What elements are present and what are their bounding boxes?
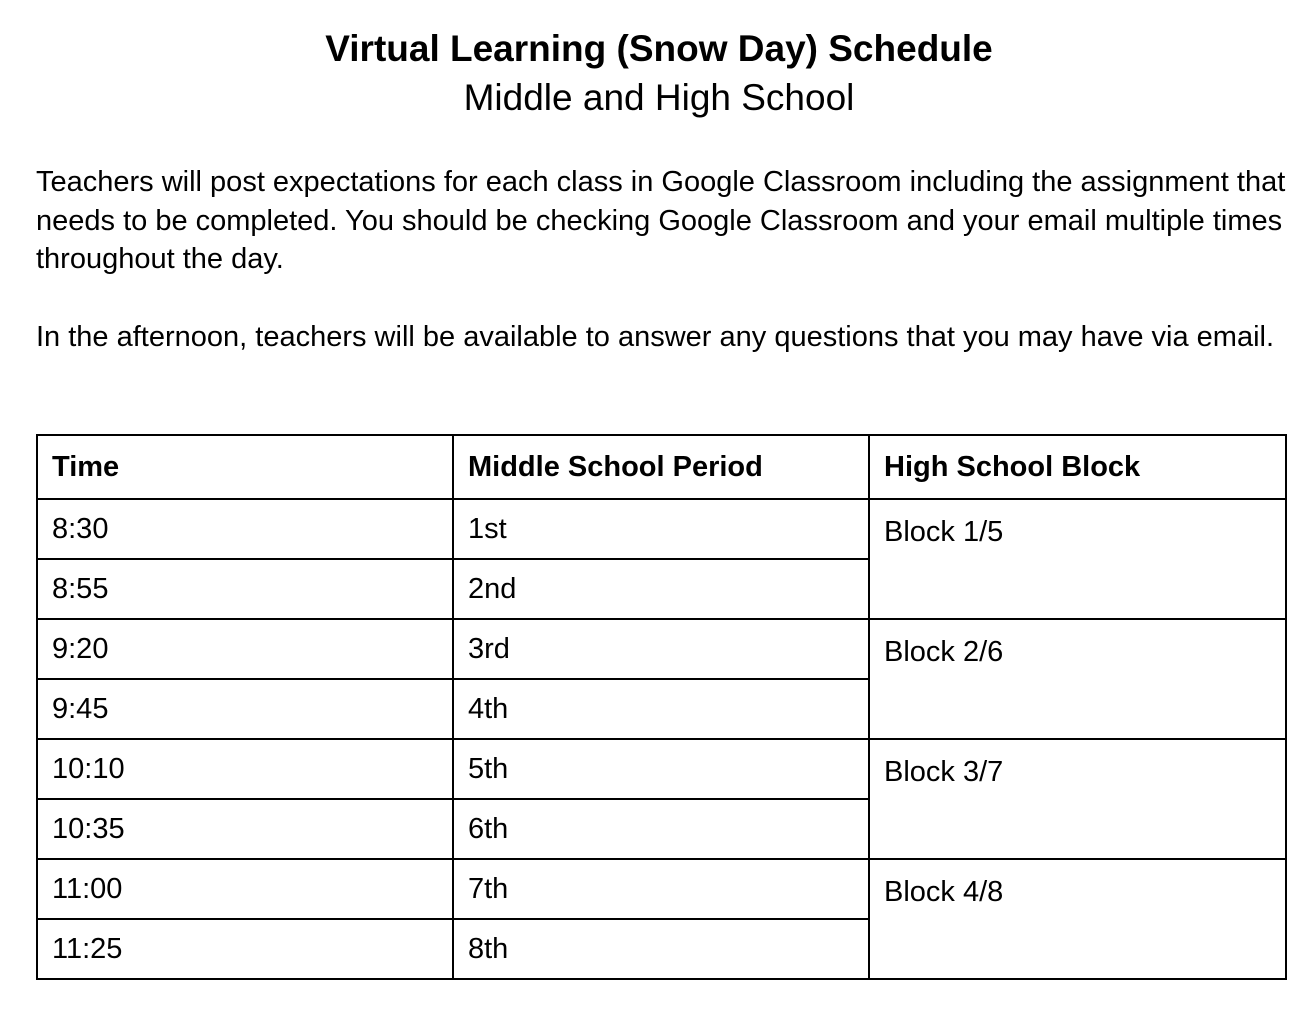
intro-paragraph-afternoon: In the afternoon, teachers will be available to answer any questions that you may have via email.: [36, 321, 1275, 353]
time-cell: 8:30: [37, 499, 453, 559]
period-cell: 7th: [453, 859, 869, 919]
table-row: [37, 499, 1286, 559]
table-row: [37, 619, 1286, 679]
period-cell: 3rd: [453, 619, 869, 679]
time-cell: 8:55: [37, 559, 453, 619]
block-cell: Block 2/6: [869, 619, 1286, 739]
document-subtitle: Middle and High School: [463, 77, 855, 118]
document-title: Virtual Learning (Snow Day) Schedule: [325, 28, 993, 69]
table-row: [37, 739, 1286, 799]
period-cell: 8th: [453, 919, 869, 979]
intro-paragraph-expectations: Teachers will post expectations for each class in Google Classroom including the assignment that needs to be completed. You should be checking Google Classroom and your email multiple times throughout the day.: [36, 166, 1286, 275]
table-header-row: [37, 435, 1286, 499]
block-cell: Block 4/8: [869, 859, 1286, 979]
time-cell: 11:00: [37, 859, 453, 919]
table-row: [37, 859, 1286, 919]
period-cell: 6th: [453, 799, 869, 859]
period-cell: 1st: [453, 499, 869, 559]
column-header-middle-school-period: Middle School Period: [453, 435, 869, 499]
block-cell: Block 3/7: [869, 739, 1286, 859]
column-header-high-school-block: High School Block: [869, 435, 1286, 499]
period-cell: 4th: [453, 679, 869, 739]
schedule-table: [36, 434, 1287, 980]
time-cell: 9:45: [37, 679, 453, 739]
period-cell: 2nd: [453, 559, 869, 619]
time-cell: 10:35: [37, 799, 453, 859]
time-cell: 10:10: [37, 739, 453, 799]
column-header-time: Time: [37, 435, 453, 499]
period-cell: 5th: [453, 739, 869, 799]
time-cell: 9:20: [37, 619, 453, 679]
block-cell: Block 1/5: [869, 499, 1286, 619]
time-cell: 11:25: [37, 919, 453, 979]
